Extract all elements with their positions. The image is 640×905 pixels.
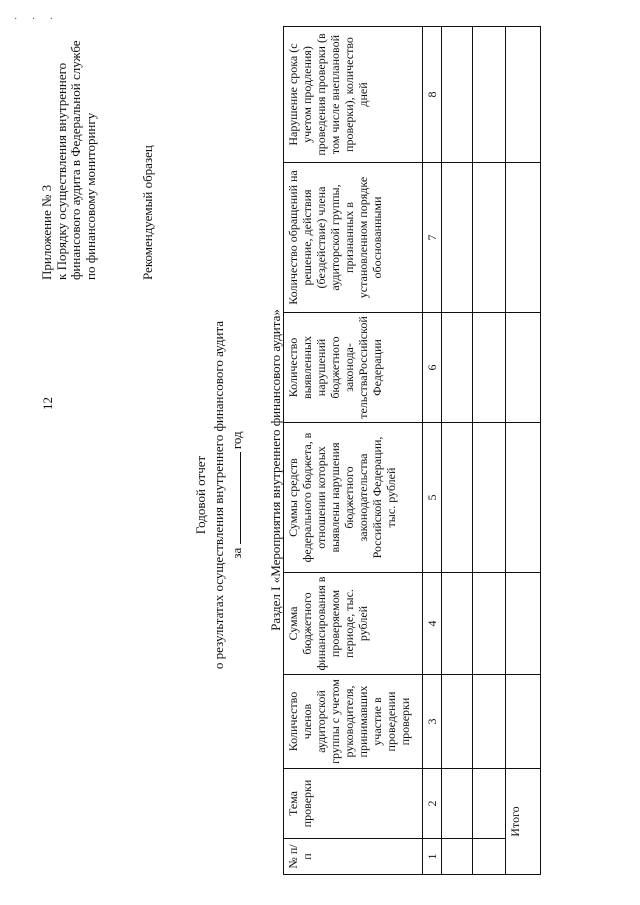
- table-cell: [473, 163, 506, 313]
- table-cell: [442, 423, 473, 573]
- year-suffix: год: [229, 431, 244, 450]
- report-title-line2: о результатах осуществления внутреннего финансового аудита: [211, 320, 226, 670]
- table-cell: [442, 839, 473, 875]
- table-cell: [442, 769, 473, 839]
- year-blank: [228, 452, 241, 544]
- table-cell: [473, 27, 506, 163]
- column-number-cell: 5: [423, 423, 442, 573]
- table-cell: [473, 423, 506, 573]
- column-number-cell: 8: [423, 27, 442, 163]
- table-cell: [473, 769, 506, 839]
- table-cell: [442, 27, 473, 163]
- report-title: [192, 285, 246, 705]
- section-title: Раздел I «Мероприятия внутреннего финансового аудита»: [268, 309, 283, 631]
- total-label: Итого: [506, 769, 541, 875]
- report-year-line: [228, 285, 246, 705]
- table-cell: [473, 675, 506, 769]
- sample-label: Рекомендуемый образец: [140, 145, 155, 280]
- year-prefix: за: [229, 547, 244, 559]
- column-number-cell: 2: [423, 769, 442, 839]
- table-cell: [506, 27, 541, 163]
- appendix-line: финансового аудита в Федеральной службе: [68, 40, 83, 280]
- header-cell: Тема проверки: [284, 769, 423, 839]
- header-cell: Количество членов аудиторской группы с учетом руководителя, принимавших участие в проведении проверки: [284, 675, 423, 769]
- table-total-row: [506, 27, 541, 875]
- column-number-row: [423, 27, 442, 875]
- table-cell: [442, 313, 473, 423]
- column-number-cell: 7: [423, 163, 442, 313]
- table-header-row: [284, 27, 423, 875]
- table-cell: [506, 675, 541, 769]
- page-number: 12: [40, 397, 55, 410]
- table-cell: [442, 163, 473, 313]
- header-cell: Количество обращений на решение, действия (бездействие) члена аудиторской группы, признанных в установленном порядке обоснованными: [284, 163, 423, 313]
- report-title-line1: Годовой отчет: [193, 455, 208, 535]
- header-cell: Суммы средств федерального бюджета, в отношении которых выявлены нарушения бюджетного законодательства Российской Федерации, тыс. рублей: [284, 423, 423, 573]
- header-cell: Количество выявленных нарушений бюджетного законода-тельстваРоссийской Федерации: [284, 313, 423, 423]
- appendix-header: [40, 40, 98, 280]
- table-row-empty: [442, 27, 473, 875]
- table-cell: [506, 163, 541, 313]
- column-number-cell: 4: [423, 573, 442, 675]
- table-cell: [473, 573, 506, 675]
- table-cell: [473, 313, 506, 423]
- table-cell: [506, 313, 541, 423]
- report-table: [283, 26, 541, 875]
- table-cell: [442, 675, 473, 769]
- column-number-cell: 3: [423, 675, 442, 769]
- table-cell: [506, 573, 541, 675]
- header-cell: № п/п: [284, 839, 423, 875]
- column-number-cell: 1: [423, 839, 442, 875]
- table-row-empty: [473, 27, 506, 875]
- header-cell: Нарушение срока (с учетом продления) проведения проверки (в том числе внеплановой проверки), количество дней: [284, 27, 423, 163]
- column-number-cell: 6: [423, 313, 442, 423]
- scan-artifact-dots: · · ·: [14, 14, 59, 25]
- appendix-line: к Порядку осуществления внутреннего: [53, 62, 69, 280]
- table-cell: [473, 839, 506, 875]
- appendix-line: Приложение № 3: [39, 184, 54, 280]
- table-cell: [442, 573, 473, 675]
- header-cell: Сумма бюджетного финансирования в проверяемом периоде, тыс. рублей: [284, 573, 423, 675]
- appendix-line: по финансовому мониторингу: [82, 112, 98, 280]
- table-cell: [506, 423, 541, 573]
